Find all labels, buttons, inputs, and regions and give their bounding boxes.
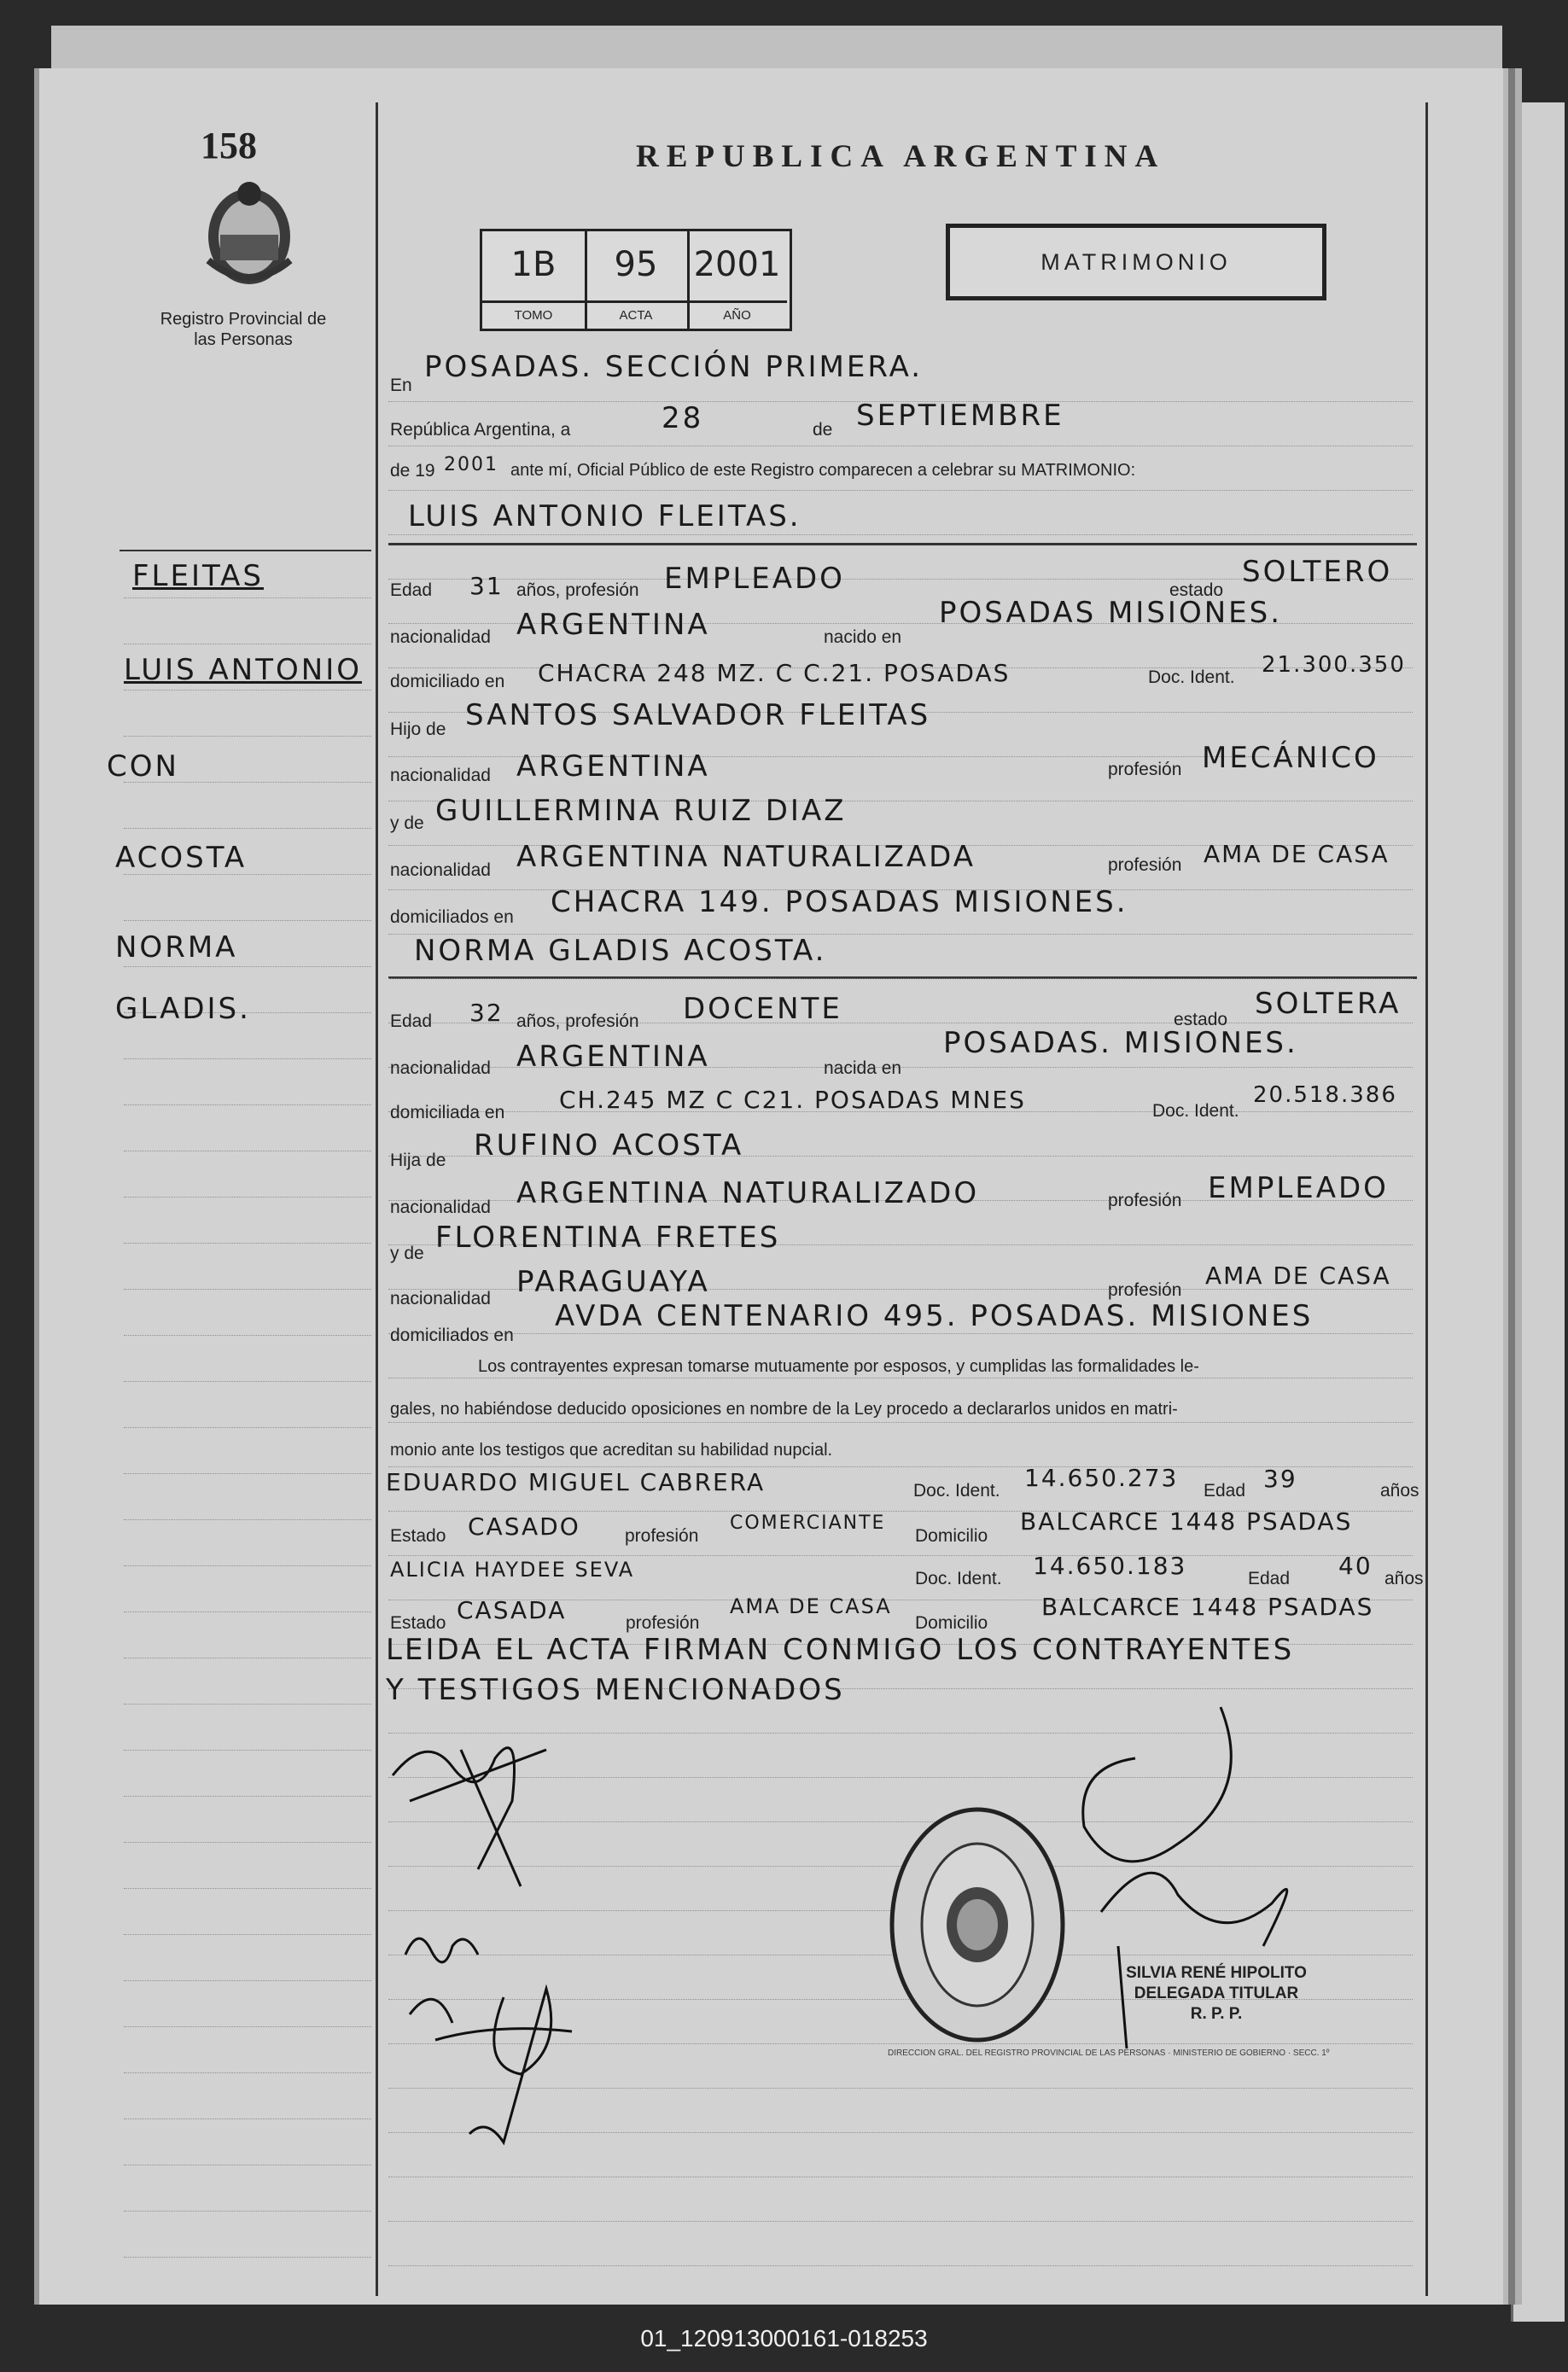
margin-given-name: LUIS ANTONIO (124, 653, 362, 687)
official-title: DELEGADA TITULAR (1134, 1984, 1299, 2002)
tomo-value: 1B (510, 245, 557, 284)
intro-year: 2001 (444, 454, 498, 475)
acta-cell (585, 231, 690, 329)
groom-father-profession: MECÁNICO (1202, 741, 1379, 775)
groom-doc-label: Doc. Ident. (1148, 667, 1235, 687)
witness2-anos-label: años (1384, 1569, 1424, 1588)
ruled-line (124, 828, 371, 830)
record-type-label: MATRIMONIO (1040, 248, 1232, 275)
acta-label: ACTA (585, 300, 687, 329)
margin-surname: FLEITAS (132, 559, 264, 593)
ruled-line (124, 2211, 371, 2212)
de-label: de (813, 420, 833, 440)
groom-hijo-label: Hijo de (390, 720, 446, 739)
ruled-line (388, 2221, 1413, 2223)
bride-yde-label: y de (390, 1244, 424, 1263)
bride-father-prof-label: profesión (1108, 1191, 1182, 1210)
ruled-line (124, 1289, 371, 1291)
witness1-edad-label: Edad (1204, 1481, 1246, 1501)
groom-anos-label: años, profesión (516, 580, 639, 600)
ano-value: 2001 (693, 245, 781, 284)
bride-doc: 20.518.386 (1253, 1082, 1397, 1108)
witness2-estado: CASADA (457, 1596, 567, 1624)
witness2-name: ALICIA HAYDEE SEVA (390, 1558, 635, 1582)
groom-mother: GUILLERMINA RUIZ DIAZ (435, 794, 847, 828)
ruled-line (124, 2026, 371, 2028)
page-number: 158 (201, 125, 257, 166)
image-caption: 01_120913000161-018253 (640, 2325, 928, 2352)
ruled-line (124, 1473, 371, 1475)
ruled-line (124, 736, 371, 737)
ruled-line (124, 644, 371, 645)
bride-mother-profession: AMA DE CASA (1205, 1262, 1391, 1290)
bride-anos-label: años, profesión (516, 1011, 639, 1031)
witness1-doc-label: Doc. Ident. (913, 1481, 1000, 1501)
bride-address: CH.245 MZ C C21. POSADAS MNES (559, 1086, 1026, 1114)
groom-mother-prof-label: profesión (1108, 855, 1182, 875)
reference-table (480, 229, 792, 331)
official-seal (883, 1801, 1071, 2053)
bride-parents-dom-label: domiciliados en (390, 1326, 514, 1345)
witness1-anos-label: años (1380, 1481, 1419, 1501)
ruled-line (388, 978, 1413, 980)
groom-mother-nationality: ARGENTINA NATURALIZADA (516, 840, 976, 874)
groom-yde-label: y de (390, 813, 424, 833)
registry-label: Registro Provincial de las Personas (160, 310, 327, 349)
formal-text-line-3: monio ante los testigos que acreditan su habilidad nupcial. (390, 1441, 833, 1460)
groom-father: SANTOS SALVADOR FLEITAS (465, 698, 931, 732)
ruled-line (388, 490, 1413, 492)
bride-father-profession: EMPLEADO (1208, 1171, 1389, 1205)
country-title: REPUBLICA ARGENTINA (636, 139, 1166, 174)
ruled-line (388, 1378, 1413, 1379)
contrayente-signature (376, 1699, 597, 1903)
ruled-line (124, 1197, 371, 1198)
witness2-estado-label: Estado (390, 1613, 446, 1633)
groom-parents-dom-label: domiciliados en (390, 907, 514, 927)
ruled-line (124, 1151, 371, 1152)
ruled-line (124, 690, 371, 691)
witness2-dom-label: Domicilio (915, 1613, 988, 1633)
groom-nationality: ARGENTINA (516, 608, 710, 642)
right-border-rule (1425, 102, 1428, 2296)
ruled-line (124, 1335, 371, 1337)
groom-birthplace: POSADAS MISIONES. (939, 596, 1283, 630)
bride-birthplace: POSADAS. MISIONES. (943, 1026, 1298, 1060)
groom-edad-label: Edad (390, 580, 433, 600)
ruled-line (124, 2118, 371, 2120)
year-prefix: de 19 (390, 461, 435, 481)
bride-hija-label: Hija de (390, 1151, 446, 1170)
republica-label: República Argentina, a (390, 420, 571, 440)
ruled-line (388, 1333, 1413, 1335)
record-type-box (946, 224, 1326, 300)
bride-dom-label: domiciliada en (390, 1103, 505, 1122)
ruled-line (124, 1842, 371, 1844)
ruled-line (124, 1796, 371, 1798)
ano-cell (687, 231, 787, 329)
witness1-estado-label: Estado (390, 1526, 446, 1546)
groom-father-nationality: ARGENTINA (516, 749, 710, 784)
formal-text-line-2: gales, no habiéndose deducido oposiciones en nombre de la Ley procedo a declararlos unidos en matri- (390, 1400, 1178, 1419)
bride-full-name: NORMA GLADIS ACOSTA. (414, 934, 827, 968)
groom-nat-label: nacionalidad (390, 627, 491, 647)
margin-column-rule (376, 102, 378, 2296)
official-name: SILVIA RENÉ HIPOLITO (1126, 1964, 1307, 1982)
ruled-line (124, 1704, 371, 1705)
witness2-doc-label: Doc. Ident. (915, 1569, 1002, 1588)
tomo-label: TOMO (482, 300, 585, 329)
ruled-line (124, 1381, 371, 1383)
contrayente-signature-2 (401, 1963, 640, 2159)
groom-mother-profession: AMA DE CASA (1204, 840, 1390, 868)
seal-caption: DIRECCION GRAL. DEL REGISTRO PROVINCIAL DE LAS PERSONAS · MINISTERIO DE GOBIERNO · SECC. 1º (888, 2049, 1330, 2058)
margin-top-rule (119, 550, 371, 551)
ruled-line (388, 1555, 1413, 1557)
argentina-coat-of-arms-icon (198, 175, 300, 290)
bride-parents-address: AVDA CENTENARIO 495. POSADAS. MISIONES (555, 1299, 1314, 1333)
ruled-line (124, 1658, 371, 1659)
adjacent-page-edge (1511, 102, 1565, 2322)
ano-label: AÑO (687, 300, 787, 329)
witness1-address: BALCARCE 1448 PSADAS (1020, 1507, 1353, 1536)
closing-line-2: Y TESTIGOS MENCIONADOS (386, 1673, 845, 1707)
margin-bride-surname: ACOSTA (115, 841, 248, 875)
ruled-line (124, 966, 371, 968)
bride-doc-label: Doc. Ident. (1152, 1101, 1239, 1121)
comparecen-text: ante mí, Oficial Público de este Registro comparecen a celebrar su MATRIMONIO: (510, 461, 1136, 480)
witness2-edad-label: Edad (1248, 1569, 1291, 1588)
groom-age: 31 (469, 572, 504, 600)
groom-full-name: LUIS ANTONIO FLEITAS. (408, 499, 801, 533)
bride-estado-label: estado (1174, 1010, 1228, 1029)
witness1-age: 39 (1263, 1465, 1297, 1493)
en-label: En (390, 376, 412, 395)
groom-estado: SOLTERO (1242, 555, 1393, 589)
witness1-estado: CASADO (468, 1512, 580, 1541)
bride-father: RUFINO ACOSTA (474, 1128, 744, 1163)
ruled-line (388, 2177, 1413, 2178)
groom-section-rule (388, 543, 1417, 545)
ruled-line (124, 1934, 371, 1936)
groom-father-nat-label: nacionalidad (390, 766, 491, 785)
bride-nacida-label: nacida en (824, 1058, 902, 1078)
bride-mother-prof-label: profesión (1108, 1280, 1182, 1300)
ruled-line (124, 1427, 371, 1429)
ruled-line (124, 2072, 371, 2074)
bride-estado: SOLTERA (1255, 987, 1402, 1021)
groom-mother-nat-label: nacionalidad (390, 860, 491, 880)
margin-bride-name: NORMA (115, 930, 238, 965)
bride-father-nationality: ARGENTINA NATURALIZADO (516, 1176, 980, 1210)
bride-mother: FLORENTINA FRETES (435, 1221, 781, 1255)
ruled-line (124, 1519, 371, 1521)
groom-dom-label: domiciliado en (390, 672, 505, 691)
witness1-profession: COMERCIANTE (730, 1512, 886, 1534)
witness2-address: BALCARCE 1448 PSADAS (1041, 1593, 1374, 1621)
ruled-line (124, 597, 371, 599)
bride-nationality: ARGENTINA (516, 1040, 710, 1074)
ruled-line (388, 2265, 1413, 2267)
acta-value: 95 (614, 245, 658, 284)
groom-father-prof-label: profesión (1108, 760, 1182, 779)
witness1-dom-label: Domicilio (915, 1526, 988, 1546)
bride-mother-nationality: PARAGUAYA (516, 1265, 710, 1299)
witness1-name: EDUARDO MIGUEL CABRERA (386, 1468, 766, 1496)
groom-profession: EMPLEADO (664, 562, 845, 596)
groom-estado-label: estado (1169, 580, 1224, 600)
bride-father-nat-label: nacionalidad (390, 1198, 491, 1217)
ruled-line (124, 2165, 371, 2166)
seal-icon (883, 1801, 1071, 2049)
bride-age: 32 (469, 999, 504, 1027)
witness2-age: 40 (1338, 1552, 1373, 1580)
ruled-line (124, 1565, 371, 1567)
witness1-doc: 14.650.273 (1024, 1464, 1179, 1492)
bride-mother-nat-label: nacionalidad (390, 1289, 491, 1308)
groom-parents-address: CHACRA 149. POSADAS MISIONES. (551, 885, 1128, 919)
ruled-line (124, 2257, 371, 2258)
witness2-profession: AMA DE CASA (730, 1594, 892, 1618)
margin-bride-name2: GLADIS. (115, 992, 251, 1026)
bride-nat-label: nacionalidad (390, 1058, 491, 1078)
ruled-line (124, 1611, 371, 1613)
groom-address: CHACRA 248 MZ. C C.21. POSADAS (538, 659, 1011, 687)
ruled-line (388, 446, 1413, 447)
witness2-prof-label: profesión (626, 1613, 700, 1633)
margin-con: CON (107, 749, 179, 784)
tomo-cell (482, 231, 587, 329)
ruled-line (124, 1104, 371, 1106)
groom-nacido-label: nacido en (824, 627, 902, 647)
ruled-line (124, 920, 371, 922)
bride-profession: DOCENTE (683, 992, 842, 1026)
groom-doc: 21.300.350 (1262, 652, 1406, 678)
witness2-doc: 14.650.183 (1033, 1552, 1187, 1580)
ruled-line (124, 1058, 371, 1060)
ruled-line (124, 1750, 371, 1751)
ruled-line (124, 1888, 371, 1890)
closing-line-1: LEIDA EL ACTA FIRMAN CONMIGO LOS CONTRAYENTES (386, 1633, 1295, 1667)
intro-day: 28 (662, 401, 704, 435)
intro-place: POSADAS. SECCIÓN PRIMERA. (424, 350, 924, 384)
ruled-line (124, 1980, 371, 1982)
bride-edad-label: Edad (390, 1011, 433, 1031)
intro-month: SEPTIEMBRE (856, 399, 1064, 433)
official-office: R. P. P. (1190, 2005, 1243, 2023)
witness1-prof-label: profesión (625, 1526, 699, 1546)
ruled-line (388, 534, 1413, 536)
official-stamp (1088, 1963, 1344, 2025)
ruled-line (124, 1243, 371, 1244)
formal-text-line-1: Los contrayentes expresan tomarse mutuamente por esposos, y cumplidas las formalidades le- (478, 1357, 1199, 1376)
ruled-line (388, 1422, 1413, 1424)
